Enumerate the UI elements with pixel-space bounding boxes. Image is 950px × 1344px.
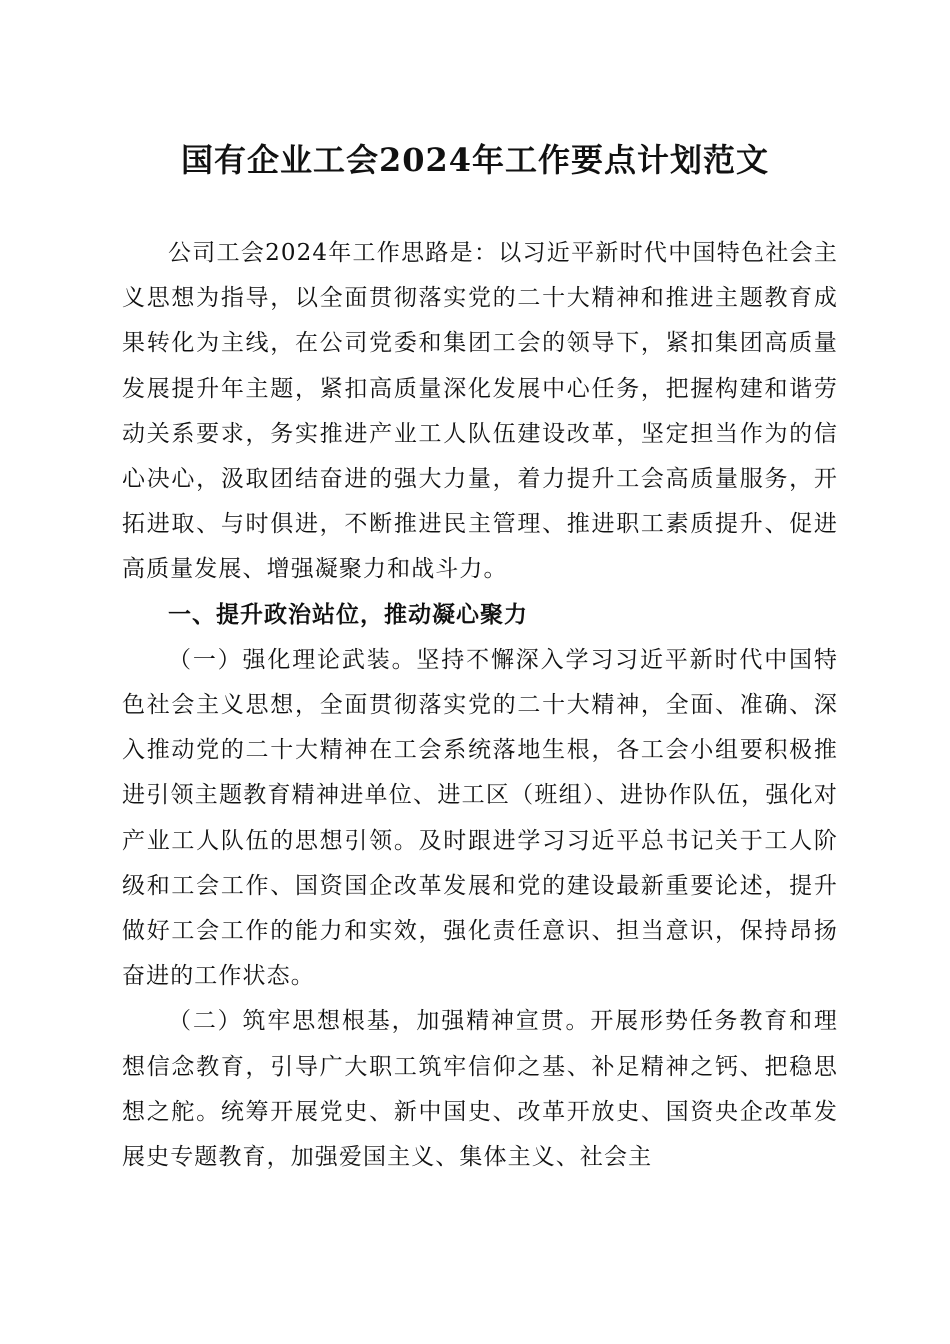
document-body xyxy=(122,231,838,1180)
item-1-paragraph xyxy=(122,638,838,1000)
intro-paragraph: 公司工会2024年工作思路是：以习近平新时代中国特色社会主义思想为指导，以全面贯彻落实党的二十大精神和推进主题教育成果转化为主线，在公司党委和集团工会的领导下，紧扣集团高质量发展提升年主题，紧扣高质量深化发展中心任务，把握构建和谐劳动关系要求，务实推进产业工人队伍建设改革，坚定担当作为的信心决心，汲取团结奋进的强大力量，着力提升工会高质量服务，开拓进取、与时俱进，不断推进民主管理、推进职工素质提升、促进高质量发展、增强凝聚力和战斗力。 xyxy=(122,240,838,583)
item-2-paragraph xyxy=(122,999,838,1180)
item-2-heading: （二）筑牢思想根基，加强精神宣贯。 xyxy=(168,1008,591,1035)
item-2-body: 开展形势任务教育和理想信念教育，引导广大职工筑牢信仰之基、补足精神之钙、把稳思想之舵。统筹开展党史、新中国史、改革开放史、国资央企改革发展史专题教育，加强爱国主义、集体主义、社会主 xyxy=(122,1008,839,1171)
item-1-body: 坚持不懈深入学习习近平新时代中国特色社会主义思想，全面贯彻落实党的二十大精神，全面、准确、深入推动党的二十大精神在工会系统落地生根，各工会小组要积极推进引领主题教育精神进单位、进工区（班组）、进协作队伍，强化对产业工人队伍的思想引领。及时跟进学习习近平总书记关于工人阶级和工会工作、国资国企改革发展和党的建设最新重要论述，提升做好工会工作的能力和实效，强化责任意识、担当意识，保持昂扬奋进的工作状态。 xyxy=(122,646,838,990)
document-title: 国有企业工会2024年工作要点计划范文 xyxy=(180,141,770,179)
section-heading-1: 一、提升政治站位，推动凝心聚力 xyxy=(168,601,528,628)
item-1-heading: （一）强化理论武装。 xyxy=(168,646,417,673)
